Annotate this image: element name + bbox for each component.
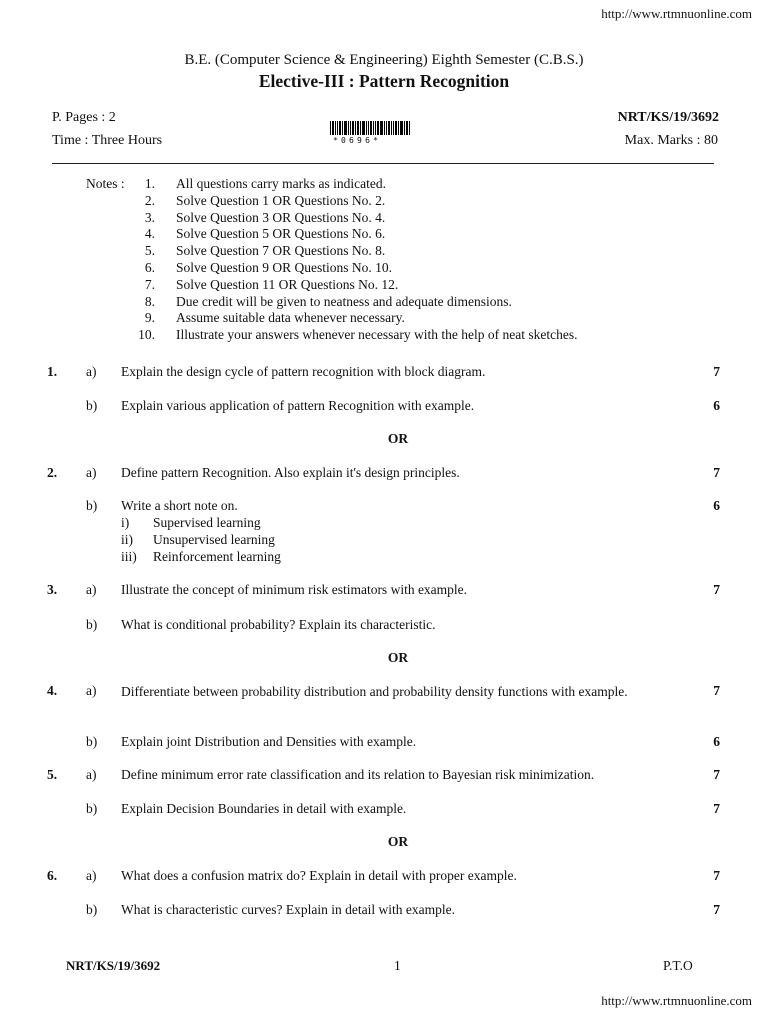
marks: 6 (713, 398, 720, 413)
note-number: 1. (144, 176, 155, 191)
note-number: 6. (144, 260, 155, 275)
question-text: Explain the design cycle of pattern recognition with block diagram. (121, 364, 486, 379)
part-label: a) (86, 582, 97, 597)
note-text: All questions carry marks as indicated. (176, 176, 386, 191)
note-text: Illustrate your answers whenever necessary with the help of neat sketches. (176, 327, 578, 343)
part-label: b) (86, 801, 98, 816)
note-text: Solve Question 5 OR Questions No. 6. (176, 226, 386, 242)
question-text: Define pattern Recognition. Also explain it's design principles. (121, 465, 460, 480)
question-text: Define minimum error rate classification and its relation to Bayesian risk minimization. (121, 767, 595, 782)
barcode (330, 121, 412, 135)
marks: 6 (713, 734, 720, 749)
sub-item-text: Unsupervised learning (153, 532, 275, 547)
note-number: 5. (144, 243, 155, 259)
header-divider (52, 163, 714, 164)
marks: 7 (713, 364, 720, 379)
or-separator: OR (387, 834, 409, 849)
question-text: Explain various application of pattern Recognition with example. (121, 398, 475, 413)
barcode-number: *0696* (333, 136, 382, 145)
paper-code: NRT/KS/19/3692 (617, 110, 719, 125)
max-marks: Max. Marks : 80 (624, 133, 718, 148)
question-number: 6. (47, 868, 58, 883)
notes-label: Notes : (86, 176, 125, 191)
sub-item-number: iii) (121, 549, 137, 564)
note-text: Solve Question 1 OR Questions No. 2. (176, 192, 386, 208)
or-separator: OR (387, 650, 409, 665)
sub-item-text: Reinforcement learning (153, 549, 281, 564)
question-text: What is conditional probability? Explain its characteristic. (121, 617, 436, 632)
part-label: b) (86, 498, 98, 513)
part-label: b) (86, 902, 98, 917)
note-text: Solve Question 9 OR Questions No. 10. (176, 260, 392, 275)
marks: 7 (713, 902, 720, 917)
question-text: Write a short note on. (121, 498, 238, 513)
paper-title: Elective-III : Pattern Recognition (258, 71, 510, 91)
note-number: 7. (144, 276, 155, 292)
marks: 7 (713, 868, 720, 883)
pto-label: P.T.O (663, 958, 693, 973)
marks: 7 (713, 767, 720, 782)
note-number: 8. (144, 293, 155, 309)
note-text: Solve Question 11 OR Questions No. 12. (176, 276, 399, 292)
part-label: a) (86, 465, 97, 480)
marks: 7 (713, 801, 720, 816)
marks: 6 (713, 498, 720, 513)
sub-item-text: Supervised learning (153, 515, 261, 530)
part-label: a) (86, 364, 97, 379)
part-label: b) (86, 617, 98, 632)
exam-duration: Time : Three Hours (52, 133, 163, 148)
sub-item-number: i) (121, 515, 130, 530)
question-number: 1. (47, 364, 58, 379)
question-number: 4. (47, 683, 58, 698)
page-count: P. Pages : 2 (52, 110, 116, 125)
question-text: Illustrate the concept of minimum risk estimators with example. (121, 582, 468, 597)
note-text: Solve Question 7 OR Questions No. 8. (176, 243, 386, 259)
question-text: What is characteristic curves? Explain in detail with example. (121, 902, 455, 917)
question-text: Differentiate between probability distribution and probability density functions with example. (121, 684, 628, 699)
question-text: What does a confusion matrix do? Explain in detail with proper example. (121, 868, 517, 883)
marks: 7 (713, 683, 720, 698)
note-number: 9. (144, 310, 155, 326)
question-number: 3. (47, 582, 58, 597)
question-number: 5. (47, 767, 58, 782)
marks: 7 (713, 582, 720, 597)
sub-item-number: ii) (121, 532, 133, 547)
page-number: 1 (394, 958, 401, 973)
question-text: Explain Decision Boundaries in detail with example. (121, 801, 407, 816)
source-url-top: http://www.rtmnuonline.com (601, 6, 752, 21)
marks: 7 (713, 465, 720, 480)
part-label: a) (86, 683, 97, 698)
part-label: a) (86, 767, 97, 782)
note-text: Due credit will be given to neatness and adequate dimensions. (176, 293, 512, 309)
note-number: 10. (138, 327, 155, 343)
source-url-bottom: http://www.rtmnuonline.com (601, 993, 752, 1008)
part-label: b) (86, 734, 98, 749)
part-label: a) (86, 868, 97, 883)
note-number: 3. (144, 209, 155, 225)
question-text: Explain joint Distribution and Densities with example. (121, 734, 417, 749)
question-number: 2. (47, 465, 58, 480)
course-line: B.E. (Computer Science & Engineering) Eighth Semester (C.B.S.) (184, 52, 584, 68)
note-text: Solve Question 3 OR Questions No. 4. (176, 209, 386, 225)
part-label: b) (86, 398, 98, 413)
note-number: 4. (144, 226, 155, 242)
footer-paper-code: NRT/KS/19/3692 (66, 958, 161, 973)
note-text: Assume suitable data whenever necessary. (176, 310, 405, 326)
or-separator: OR (387, 431, 409, 446)
note-number: 2. (144, 192, 155, 208)
